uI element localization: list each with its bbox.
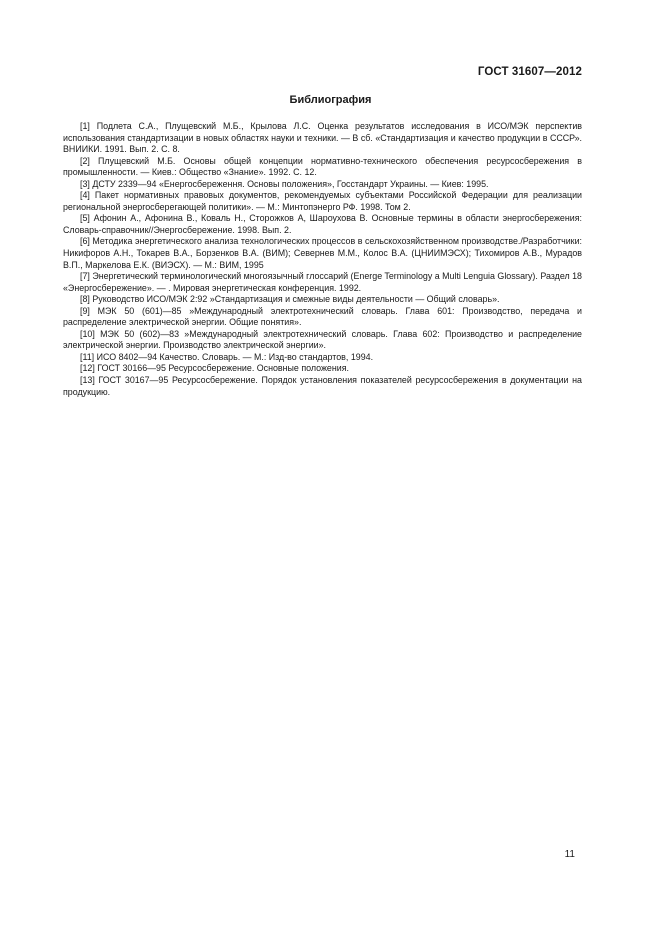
bibliography-item: [9] МЭК 50 (601)—85 »Международный электротехнический словарь. Глава 601: Производство, передача и распределение электрической энергии. Общие понятия». <box>63 305 582 328</box>
bibliography-item: [10] МЭК 50 (602)—83 »Международный электротехнический словарь. Глава 602: Производство и распределение электрической энергии. Производство электрической энергии». <box>63 328 582 351</box>
page-number: 11 <box>564 849 575 860</box>
bibliography-item: [5] Афонин А., Афонина В., Коваль Н., Сторожков А, Шароухова В. Основные термины в области энергосбережения: Словарь-справочник//Энергосбережение. 1998. Вып. 2. <box>63 213 582 235</box>
bibliography-item: [1] Подлета С.А., Плущевский М.Б., Крылова Л.С. Оценка результатов исследования в ИСО/МЭК перспектив использования стандартизации в новых областях науки и техники. — В сб. «Стандартизация и качество продукции в СССР». ВНИИКИ. 1991. Вып. 2. С. 8. <box>63 121 582 155</box>
bibliography-item: [2] Плущевский М.Б. Основы общей концепции нормативно-технического обеспечения ресурсосбережения в промышленности. — Киев.: Общество «Знание». 1992. С. 12. <box>63 155 582 178</box>
bibliography-item: [13] ГОСТ 30167—95 Ресурсосбережение. Порядок установления показателей ресурсосбережения в документации на продукцию. <box>63 375 582 397</box>
bibliography-item: [11] ИСО 8402—94 Качество. Словарь. — М.: Изд-во стандартов, 1994. <box>80 351 374 362</box>
bibliography-item: [4] Пакет нормативных правовых документов, рекомендуемых субъектами Российской Федерации для реализации региональной энергосберегающей политики». — М.: Минтопэнерго РФ. 1998. Том 2. <box>63 190 582 212</box>
bibliography-item: [3] ДСТУ 2339—94 «Енергосбереження. Основы положения», Госстандарт Украины. — Киев: 1995. <box>80 178 489 189</box>
bibliography-item: [6] Методика энергетического анализа технологических процессов в сельскохозяйственном производстве./Разработчики: Никифоров А.Н., Токарев В.А., Борзенков В.А. (ВИМ); Севернев М.М., Колос В.А. (ЦНИИМЭСХ); Тихомиров А.В., Мурадов В.П., Маркелова Е.К. (ВИЭСХ). — М.: ВИМ, 1995 <box>63 236 582 270</box>
section-title: Библиография <box>289 94 372 106</box>
bibliography-item: [8] Руководство ИСО/МЭК 2:92 »Стандартизация и смежные виды деятельности — Общий словарь». <box>80 294 500 305</box>
bibliography-item: [12] ГОСТ 30166—95 Ресурсосбережение. Основные положения. <box>80 363 349 374</box>
bibliography-item: [7] Энергетический терминологический многоязычный глоссарий (Energe Terminology a Multi Lenguia Glossary). Раздел 18 «Энергосбережение». — . Мировая энергетическая конференция. 1992. <box>63 271 582 293</box>
document-code: ГОСТ 31607—2012 <box>477 66 582 78</box>
bibliography-list <box>63 121 582 398</box>
